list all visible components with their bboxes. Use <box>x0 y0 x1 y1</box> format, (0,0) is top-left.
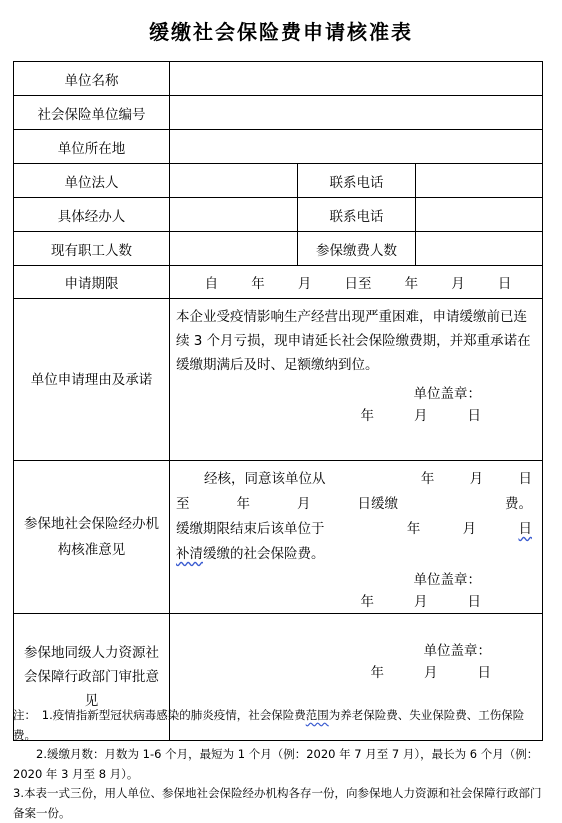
contact-phone-field-2[interactable] <box>416 198 543 232</box>
unit-name-label: 单位名称 <box>14 62 170 96</box>
form-title: 缓缴社会保险费申请核准表 <box>149 20 413 44</box>
note-1 <box>13 706 545 745</box>
note-2: 2.缓缴月数：月数为 1-6 个月，最短为 1 个月（例：2020 年 7 月至 7 月），最长为 6 个月（例：2020 年 3 月至 8 月）。 <box>13 747 539 781</box>
review-stamp: 单位盖章： <box>413 572 482 588</box>
period-from: 自 <box>204 276 219 292</box>
review-line-4 <box>176 542 536 567</box>
approve-month: 月 <box>424 665 438 681</box>
review-line3-year: 年 <box>406 521 421 537</box>
review-line3-month: 月 <box>462 521 477 537</box>
approve-label: 参保地同级人力资源社会保障行政部门审批意见 <box>14 614 170 741</box>
note-3: 3.本表一式三份，用人单位、参保地社会保险经办机构各存一份，向参保地人力资源和社会保障行政部门备案一份。 <box>13 786 542 820</box>
review-line4-underlined: 补清 <box>176 546 203 562</box>
review-month: 月 <box>414 594 428 610</box>
current-staff-field[interactable] <box>170 232 298 266</box>
review-day: 日 <box>467 594 482 610</box>
reason-month: 月 <box>414 408 428 424</box>
note-1-text-a: 注： 1.疫情指新型冠状病毒感染的肺炎疫情，社会保险费 <box>13 708 306 722</box>
review-line1-month: 月 <box>469 471 484 487</box>
form-notes <box>13 706 545 823</box>
handler-field[interactable] <box>170 198 298 232</box>
reason-text: 本企业受疫情影响生产经营出现严重困难，申请缓缴前已连续 3 个月亏损，现申请延长社会保险缴费期，并郑重承诺在缓缴期满后及时、足额缴纳到位。 <box>176 309 531 373</box>
review-line3-day: 日 <box>518 521 532 537</box>
review-year: 年 <box>360 594 375 610</box>
approve-day: 日 <box>477 665 492 681</box>
unit-name-field[interactable] <box>170 62 543 96</box>
current-staff-label: 现有职工人数 <box>14 232 170 266</box>
approve-date <box>176 662 536 684</box>
review-line2-to: 至 <box>176 496 190 512</box>
review-line2-month: 月 <box>297 496 311 512</box>
period-year-2: 年 <box>404 276 419 292</box>
reason-date <box>176 405 536 427</box>
period-day-2: 日 <box>497 276 512 292</box>
reason-stamp: 单位盖章： <box>413 386 482 402</box>
review-line-2 <box>176 492 536 517</box>
period-month-1: 月 <box>297 276 312 292</box>
period-label: 申请期限 <box>14 266 170 299</box>
contact-phone-label-2: 联系电话 <box>298 198 416 232</box>
note-1-underlined: 范围 <box>305 708 329 722</box>
period-field[interactable] <box>170 266 543 299</box>
contact-phone-label-1: 联系电话 <box>298 164 416 198</box>
review-label: 参保地社会保险经办机构核准意见 <box>14 461 170 614</box>
unit-address-label: 单位所在地 <box>14 130 170 164</box>
contact-phone-field-1[interactable] <box>416 164 543 198</box>
approve-stamp: 单位盖章： <box>423 643 492 659</box>
legal-rep-field[interactable] <box>170 164 298 198</box>
reason-label: 单位申请理由及承诺 <box>14 299 170 461</box>
review-line-3 <box>176 517 536 542</box>
review-line1-text: 经核，同意该单位从 <box>204 471 326 487</box>
period-year-1: 年 <box>251 276 265 292</box>
review-line3-text: 缓缴期限结束后该单位于 <box>176 521 325 537</box>
reason-day: 日 <box>467 408 482 424</box>
unit-code-label: 社会保险单位编号 <box>14 96 170 130</box>
unit-code-field[interactable] <box>170 96 543 130</box>
insured-count-label: 参保缴费人数 <box>298 232 416 266</box>
review-line2-mid: 日缓缴 <box>357 496 398 512</box>
review-line2-end: 费。 <box>505 496 532 512</box>
review-date <box>176 591 536 613</box>
review-line2-year: 年 <box>236 496 250 512</box>
handler-label: 具体经办人 <box>14 198 170 232</box>
reason-cell[interactable] <box>170 299 543 461</box>
period-month-2: 月 <box>451 276 465 292</box>
review-line4-rest: 缓缴的社会保险费。 <box>203 546 325 562</box>
review-line1-year: 年 <box>420 471 435 487</box>
review-line-1 <box>176 467 536 492</box>
note-1-text-b: 为养老保险费、失业保险费、工伤保险费。 <box>13 708 525 742</box>
approve-year: 年 <box>370 665 385 681</box>
review-cell[interactable] <box>170 461 543 614</box>
review-line1-day: 日 <box>518 471 532 487</box>
application-form-table <box>13 61 543 741</box>
unit-address-field[interactable] <box>170 130 543 164</box>
legal-rep-label: 单位法人 <box>14 164 170 198</box>
insured-count-field[interactable] <box>416 232 543 266</box>
period-day-to: 日至 <box>344 276 372 292</box>
reason-year: 年 <box>360 408 375 424</box>
